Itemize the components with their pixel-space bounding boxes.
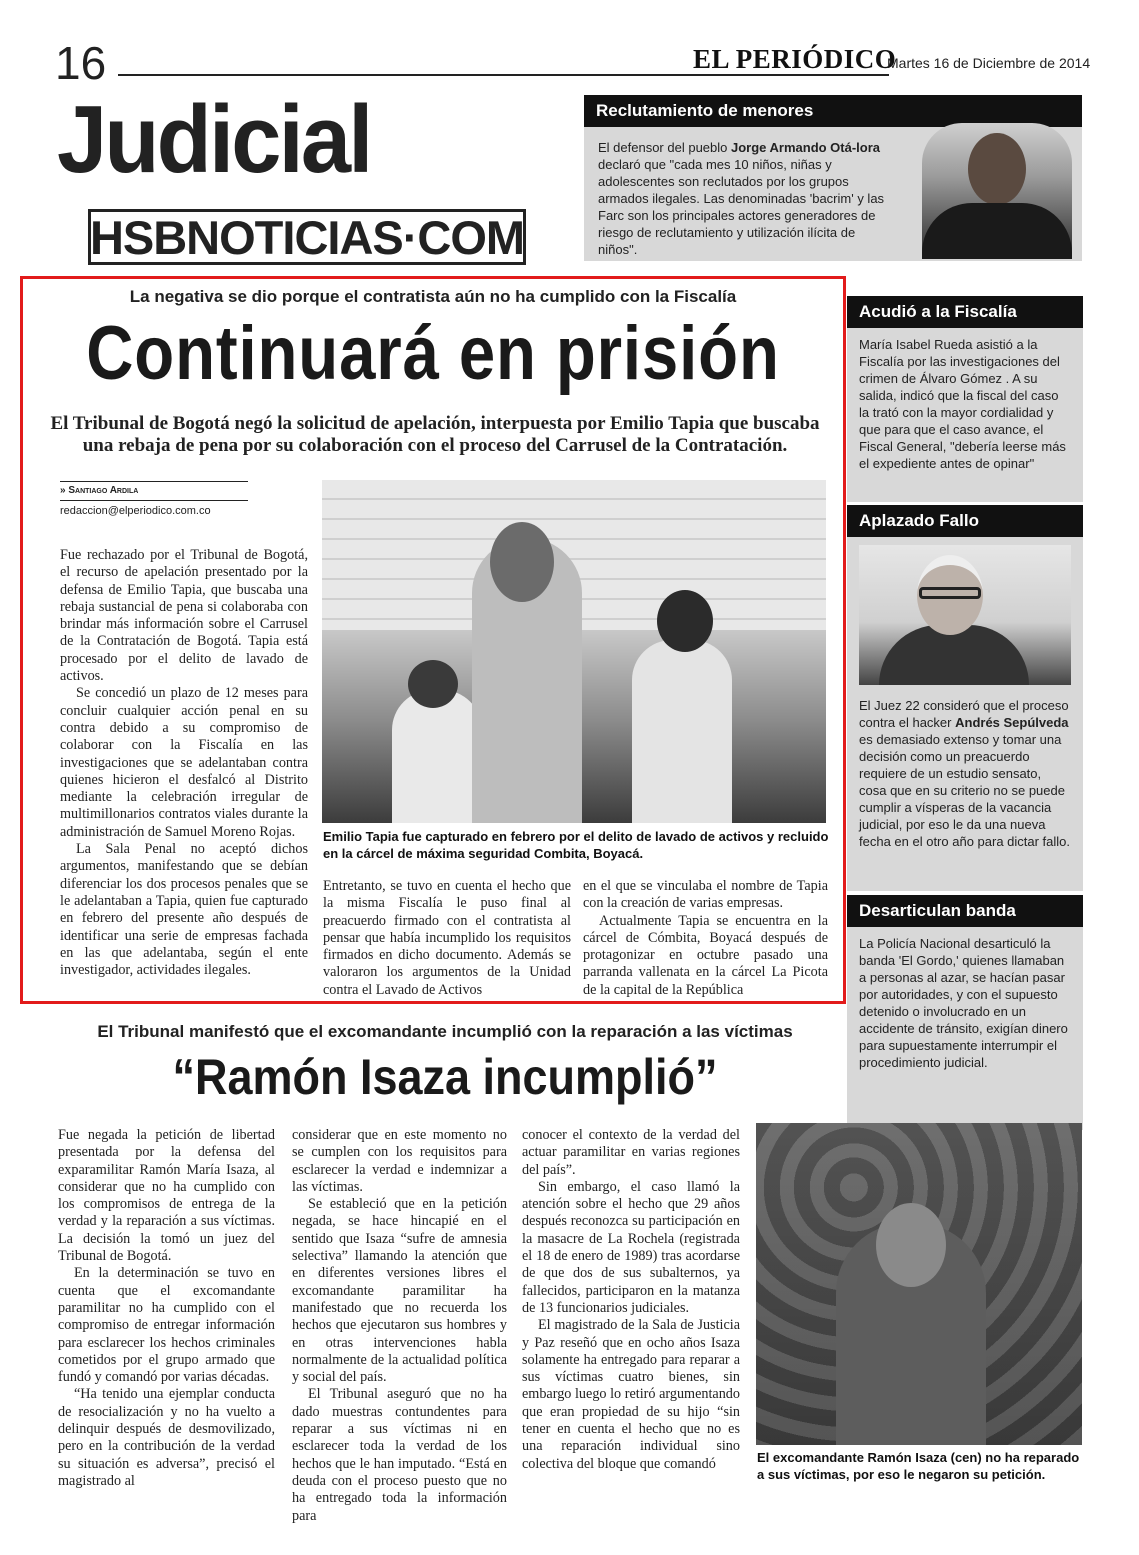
article-email: redaccion@elperiodico.com.co xyxy=(60,505,211,517)
article-isaza-headline: “Ramón Isaza incumplió” xyxy=(172,1049,718,1105)
photo-caption-isaza: El excomandante Ramón Isaza (cen) no ha reparado a sus víctimas, por eso le negaron su petición. xyxy=(757,1450,1080,1482)
paragraph: considerar que en este momento no se cumplen con los requisitos para esclarecer la verdad e indemnizar a las víctimas. xyxy=(292,1127,507,1195)
sidebar-aplazado-title: Aplazado Fallo xyxy=(847,505,1083,537)
article-isaza-column-1 xyxy=(58,1127,275,1490)
paragraph: en el que se vinculaba el nombre de Tapia con la creación de varias empresas. xyxy=(583,878,828,912)
photo-ramon-isaza xyxy=(756,1123,1082,1445)
paragraph: Fue rechazado por el Tribunal de Bogotá, el recurso de apelación presentado por la defensa de Emilio Tapia, que buscaba una rebaja sustancial de pena si colaboraba con brindar más información sobre el Carrusel de la Contratación de Bogotá. Tapia está procesado por el delito de lavado de activos. xyxy=(60,547,308,685)
newspaper-masthead: EL PERIÓDICO xyxy=(693,44,897,74)
sidebar-reclutamiento-title: Reclutamiento de menores xyxy=(584,95,1082,127)
byline-rule-top xyxy=(60,481,248,482)
paragraph: El Tribunal aseguró que no ha dado muestras contundentes para reparar a sus víctimas ni en esclarecer toda la verdad de los hechos que le han imputado. “Está en deuda con el proceso puesto que no ha entregado toda la información para xyxy=(292,1386,507,1524)
logo-text: HSBNOTICIAS·COM xyxy=(89,210,525,264)
person-name: Jorge Armando Otá-lora xyxy=(730,140,881,155)
page-number: 16 xyxy=(55,37,107,89)
article-byline: » Santiago Ardila xyxy=(60,485,139,496)
article-column-2 xyxy=(323,878,571,999)
paragraph: Fue negada la petición de libertad presentada por la defensa del exparamilitar Ramón María Isaza, al considerar que no ha cumplido con los compromisos de entrega de la verdad y la reparación a sus víctimas. La decisión la tomó un juez del Tribunal de Bogotá. xyxy=(58,1127,275,1265)
person-name: Andrés Sepúlveda xyxy=(955,715,1069,730)
article-isaza-column-3 xyxy=(522,1127,740,1473)
photo-caption-tapia: Emilio Tapia fue capturado en febrero por el delito de lavado de activos y recluido en la cárcel de máxima seguridad Combita, Boyacá. xyxy=(323,829,829,861)
article-isaza-kicker: El Tribunal manifestó que el excomandante incumplió con la reparación a las víctimas xyxy=(97,1022,793,1041)
sidebar-banda-title: Desarticulan banda xyxy=(847,895,1083,927)
paragraph: El magistrado de la Sala de Justicia y Paz reseñó que en ocho años Isaza solamente ha entregado para reparar a sus víctimas cuatro bienes, sin embargo luego lo retiró argumentando que eran propiedad de su hijo “sin tener en cuenta el hecho que no es una reparación individual sino colectiva del bloque que comandó xyxy=(522,1317,740,1472)
paragraph: Se estableció que en la petición negada, se hace hincapié en el sentido que Isaza “sufre de amnesia selectiva” llamando la atención que en diferentes versiones libres el excomandante paramilitar ha manifestado que no recuerda los hechos que ejecutaron sus hombres y en otras intervenciones habla normalmente de la actualidad política y social del país. xyxy=(292,1196,507,1386)
article-kicker: La negativa se dio porque el contratista aún no ha cumplido con la Fiscalía xyxy=(129,287,737,306)
paragraph: En la determinación se tuvo en cuenta que el excomandante paramilitar no ha cumplido con el compromiso de entregar información para esclarecer los hechos criminales cometidos por el grupo armado que fundó y comandó por varias décadas. xyxy=(58,1265,275,1386)
paragraph: conocer el contexto de la verdad del actuar paramilitar en varias regiones del país”. xyxy=(522,1127,740,1178)
sidebar-aplazado xyxy=(847,505,1083,891)
sidebar-fiscalia-text: María Isabel Rueda asistió a la Fiscalía por las investigaciones del crimen de Álvaro Gómez . A su salida, indicó que la fiscal del caso la trató con la mayor cordialidad y que para que el caso avance, el Fiscal General, "debería leerse más el expediente antes de opinar" xyxy=(859,337,1066,471)
article-column-1 xyxy=(60,547,308,979)
paragraph: “Ha tenido una ejemplar conducta de resocialización y no ha vuelto a delinquir después de desmovilizado, pero en la contribución de la verdad su situación es adversa”, precisó el magistrado al xyxy=(58,1386,275,1489)
paragraph: Se concedió un plazo de 12 meses para concluir cualquier acción penal en su contra debido a su compromiso de colaborar con la Fiscalía en las investigaciones que se adelantaban contra quienes hicieron el desfalcó al Distrito mediante la celebración irregular de multimillonarios contratos viales durante la administración de Samuel Moreno Rojas. xyxy=(60,685,308,840)
article-column-3 xyxy=(583,878,828,999)
paragraph: Actualmente Tapia se encuentra en la cárcel de Cómbita, Boyacá después de protagonizar en octubre pasado una parranda vallenata en la cárcel La Picota de la capital de la República xyxy=(583,912,828,998)
sidebar-fiscalia xyxy=(847,296,1083,502)
photo-emilio-tapia xyxy=(322,480,826,823)
photo-andres-sepulveda xyxy=(859,545,1071,685)
sidebar-reclutamiento xyxy=(584,95,1082,261)
paragraph: Entretanto, se tuvo en cuenta el hecho que la misma Fiscalía le puso final al preacuerdo firmado con el contratista al pensar que había incumplido los requisitos firmados en dicho documento. Además se valoraron los argumentos de la Unidad contra el Lavado de Activos xyxy=(323,878,571,998)
issue-date: Martes 16 de Diciembre de 2014 xyxy=(887,55,1091,71)
article-headline: Continuará en prisión xyxy=(86,311,780,396)
sidebar-aplazado-text: El Juez 22 consideró que el proceso contra el hacker Andrés Sepúlveda es demasiado extenso y tomar una decisión como un preacuerdo requiere de un estudio sensato, cosa que en su criterio no se puede cumplir a vísperas de la vacancia judicial, por eso le da una nueva fecha en el otro año para dictar fallo. xyxy=(859,698,1071,849)
hsb-noticias-logo xyxy=(88,209,526,265)
article-isaza-column-2 xyxy=(292,1127,507,1525)
sidebar-banda-text: La Policía Nacional desarticuló la banda 'El Gordo,' quienes llamaban a personas al azar, se hacían pasar por autoridades, y con el supuesto detenido o involucrado en un accidente de tránsito, exigían dinero para supuestamente interrumpir el procedimiento judicial. xyxy=(859,936,1068,1070)
sidebar-fiscalia-title: Acudió a la Fiscalía xyxy=(847,296,1083,328)
article-subhead: El Tribunal de Bogotá negó la solicitud de apelación, interpuesta por Emilio Tapia que buscaba una rebaja de pena por su colaboración con el proceso del Carrusel de la Contratación. xyxy=(50,413,820,456)
sidebar-banda xyxy=(847,895,1083,1130)
photo-otalora xyxy=(922,123,1072,259)
paragraph: Sin embargo, el caso llamó la atención sobre el hecho que 29 años después reconozca su participación en la masacre de La Rochela (registrada el 18 de enero de 1989) tras acordarse de que dos de sus subalternos, ya fallecidos, participaron en la matanza de 13 funcionarios judiciales. xyxy=(522,1178,740,1316)
section-title: Judicial xyxy=(57,86,371,193)
byline-rule-bottom xyxy=(60,500,248,501)
sidebar-reclutamiento-text: El defensor del pueblo Jorge Armando Otá-lora declaró que "cada mes 10 niños, niñas y adolescentes son reclutados por los grupos armados ilegales. Las denominadas 'bacrim' y las Farc son los principales actores generadores de riesgo de reclutamiento y utilización ilícita de niños". xyxy=(598,140,885,257)
paragraph: La Sala Penal no aceptó dichos argumentos, manifestando que se debían diferenciar los dos procesos penales que se le adelantaban a Tapia, quien fue capturado en febrero del presente año después de identificar una serie de empresas fachada en las que adelantaba, según el ente investigador, actividades ilegales. xyxy=(60,841,308,979)
